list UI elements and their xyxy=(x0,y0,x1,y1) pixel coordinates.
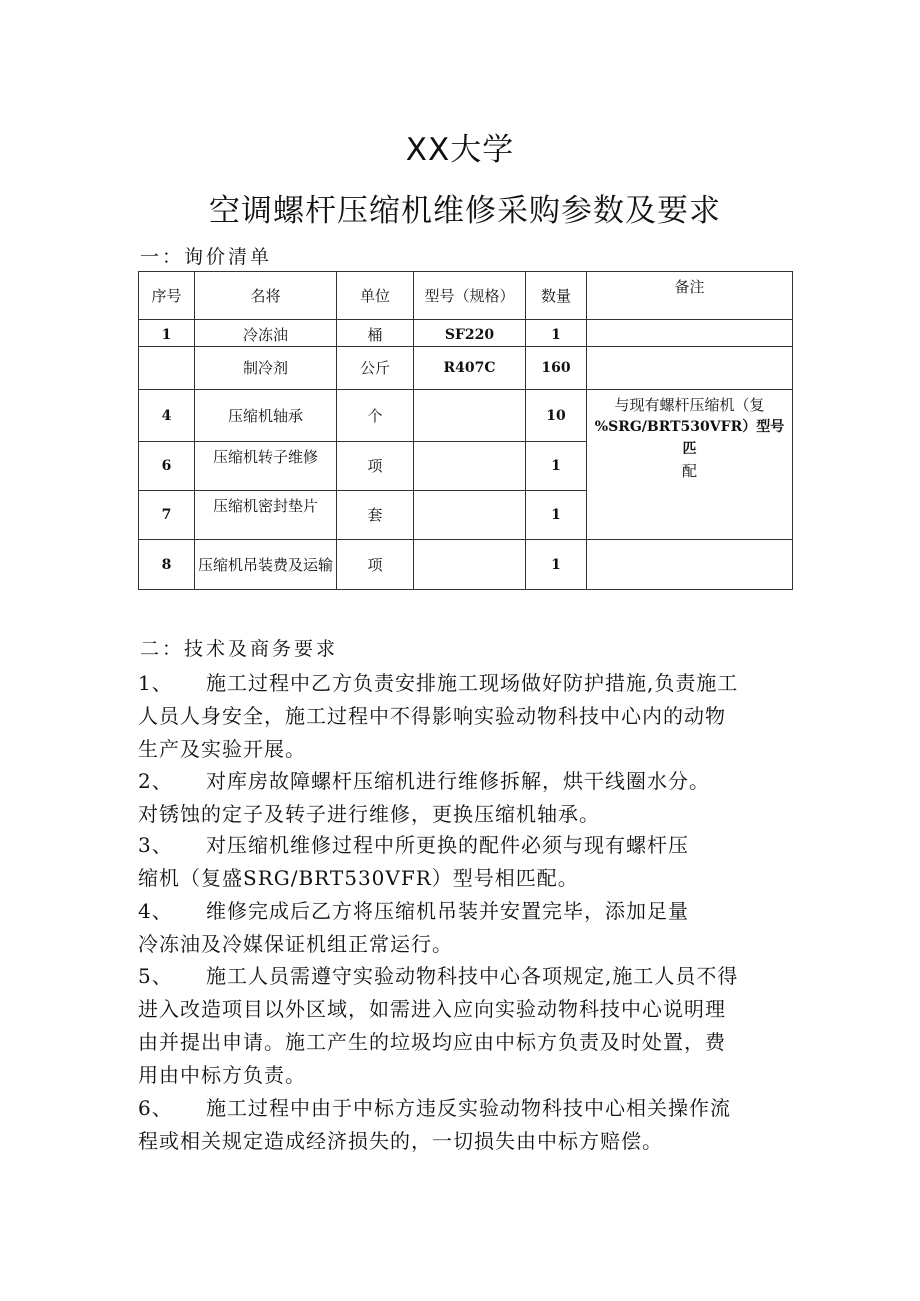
remark-cell xyxy=(587,390,793,540)
requirement-line: 用由中标方负责。 xyxy=(138,1063,306,1087)
requirement-item xyxy=(138,960,808,1092)
item-quantity: 1 xyxy=(526,491,587,540)
requirement-line: 进入改造项目以外区域，如需进入应向实验动物科技中心说明理 xyxy=(138,997,726,1021)
item-remark xyxy=(587,347,793,390)
table-row xyxy=(139,390,793,442)
item-model xyxy=(414,390,526,442)
item-model xyxy=(414,540,526,590)
row-number: 7 xyxy=(139,491,195,540)
requirement-line: 生产及实验开展。 xyxy=(138,737,306,761)
item-name: 制冷剂 xyxy=(195,347,337,390)
table-header-row xyxy=(139,272,793,320)
row-number: 4 xyxy=(139,390,195,442)
item-quantity: 1 xyxy=(526,442,587,491)
requirement-item xyxy=(138,765,808,831)
row-number: 6 xyxy=(139,442,195,491)
item-quantity: 1 xyxy=(526,540,587,590)
item-remark xyxy=(587,320,793,347)
requirement-line: 由并提出申请。施工产生的垃圾均应由中标方负责及时处置，费 xyxy=(138,1030,726,1054)
requirement-number: 3、 xyxy=(138,833,173,857)
requirement-line: 程或相关规定造成经济损失的，一切损失由中标方赔偿。 xyxy=(138,1129,663,1153)
requirement-number: 6、 xyxy=(138,1096,173,1120)
requirement-line: 对库房故障螺杆压缩机进行维修拆解，烘干线圈水分。 xyxy=(206,769,710,793)
item-unit: 公斤 xyxy=(337,347,414,390)
requirement-line: 维修完成后乙方将压缩机吊装并安置完毕，添加足量 xyxy=(206,899,689,923)
item-name: 冷冻油 xyxy=(195,320,337,347)
item-name: 压缩机吊装费及运输 xyxy=(195,540,337,590)
requirement-line: 人员人身安全，施工过程中不得影响实验动物科技中心内的动物 xyxy=(138,704,726,728)
item-model: R407C xyxy=(414,347,526,390)
row-number xyxy=(139,347,195,390)
item-model xyxy=(414,491,526,540)
item-name: 压缩机转子维修 xyxy=(195,442,337,491)
table-row xyxy=(139,320,793,347)
item-unit: 个 xyxy=(337,390,414,442)
document-title: 空调螺杆压缩机维修采购参数及要求 xyxy=(209,193,721,229)
requirement-line: 缩机（复盛SRG/BRT530VFR）型号相匹配。 xyxy=(138,866,579,890)
requirement-line: 对压缩机维修过程中所更换的配件必须与现有螺杆压 xyxy=(206,833,689,857)
requirement-line: 施工人员需遵守实验动物科技中心各项规定,施工人员不得 xyxy=(206,964,739,988)
row-number: 8 xyxy=(139,540,195,590)
column-header: 单位 xyxy=(337,272,414,320)
item-name: 压缩机密封垫片 xyxy=(195,491,337,540)
item-unit: 项 xyxy=(337,442,414,491)
remark-line: %SRG/BRT530VFR）型号匹 xyxy=(594,419,785,457)
requirement-item xyxy=(138,1092,808,1158)
item-unit: 套 xyxy=(337,491,414,540)
table-row xyxy=(139,347,793,390)
row-number: 1 xyxy=(139,320,195,347)
university-title: XX大学 xyxy=(405,132,515,168)
remark-line: 与现有螺杆压缩机（复 xyxy=(614,396,765,414)
item-unit: 项 xyxy=(337,540,414,590)
requirement-number: 2、 xyxy=(138,769,173,793)
requirement-item xyxy=(138,895,808,961)
item-model: SF220 xyxy=(414,320,526,347)
item-unit: 桶 xyxy=(337,320,414,347)
item-quantity: 160 xyxy=(526,347,587,390)
column-header: 名将 xyxy=(195,272,337,320)
remark-line: 配 xyxy=(681,462,697,480)
table-row xyxy=(139,540,793,590)
inquiry-table xyxy=(138,271,793,590)
requirement-number: 5、 xyxy=(138,964,173,988)
item-quantity: 1 xyxy=(526,320,587,347)
requirement-number: 1、 xyxy=(138,671,173,695)
requirement-line: 施工过程中乙方负责安排施工现场做好防护措施,负责施工 xyxy=(206,671,739,695)
column-header: 型号（规格） xyxy=(414,272,526,320)
requirement-item xyxy=(138,667,808,766)
item-quantity: 10 xyxy=(526,390,587,442)
requirement-item xyxy=(138,829,808,895)
section-heading-inquiry: 一：询价清单 xyxy=(140,246,273,268)
requirement-line: 施工过程中由于中标方违反实验动物科技中心相关操作流 xyxy=(206,1096,731,1120)
section-heading-requirements: 二：技术及商务要求 xyxy=(140,638,339,660)
requirement-number: 4、 xyxy=(138,899,173,923)
column-header: 数量 xyxy=(526,272,587,320)
column-header: 序号 xyxy=(139,272,195,320)
requirement-line: 对锈蚀的定子及转子进行维修，更换压缩机轴承。 xyxy=(138,802,600,826)
requirement-line: 冷冻油及冷媒保证机组正常运行。 xyxy=(138,932,453,956)
item-model xyxy=(414,442,526,491)
item-name: 压缩机轴承 xyxy=(195,390,337,442)
column-header: 备注 xyxy=(587,272,793,320)
item-remark xyxy=(587,540,793,590)
